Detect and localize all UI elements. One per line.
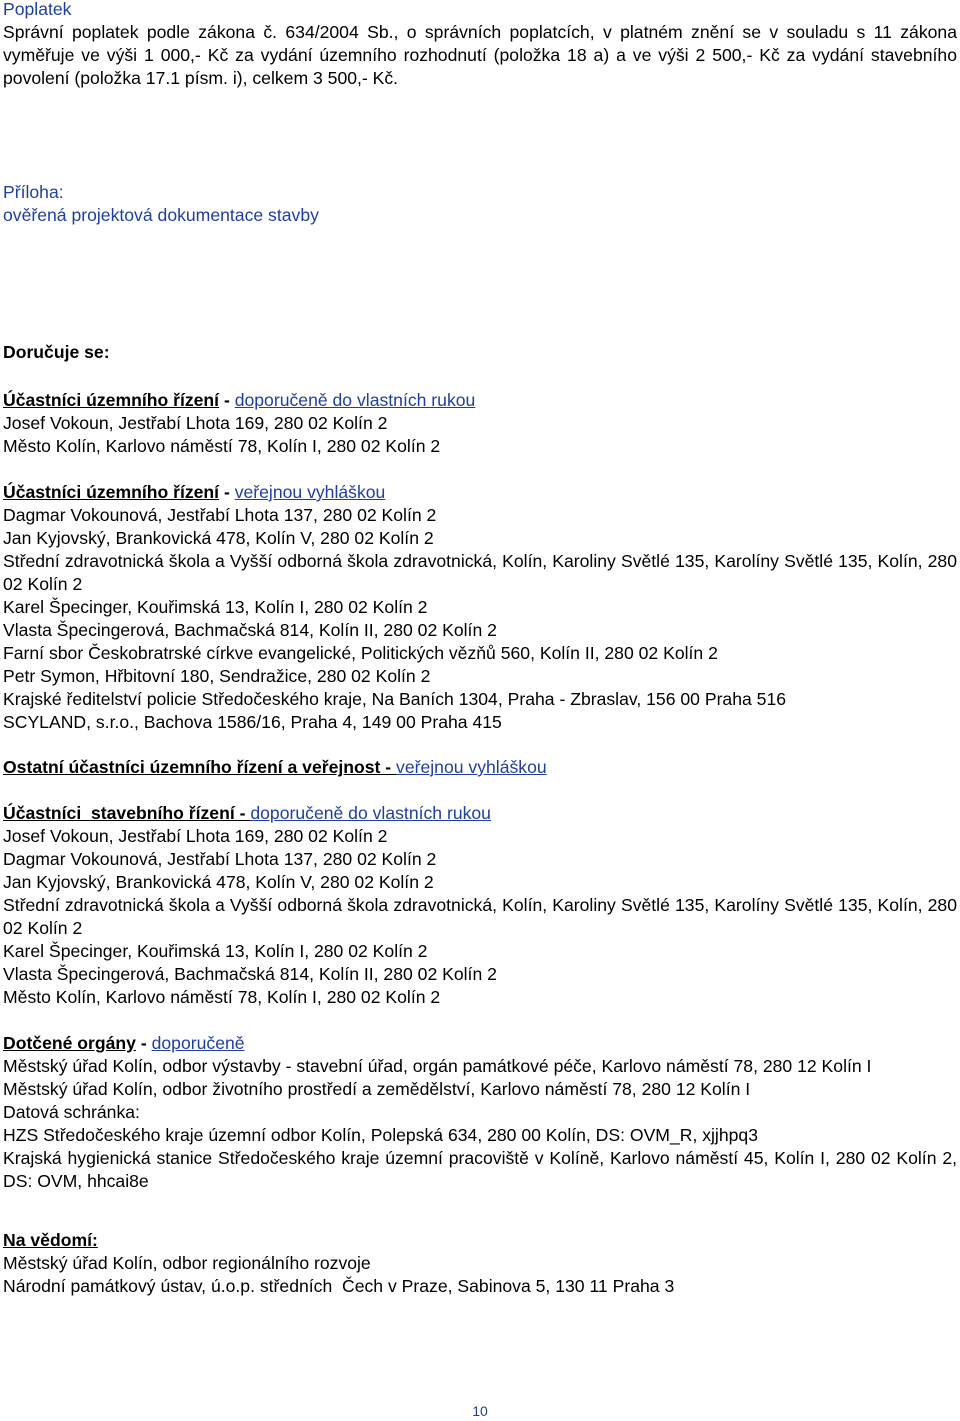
poplatek-heading: Poplatek: [3, 0, 72, 19]
list-item: Městský úřad Kolín, odbor výstavby - stavební úřad, orgán památkové péče, Karlovo náměstí 78, 280 12 Kolín I: [3, 1056, 872, 1076]
section5-list: [3, 1055, 957, 1193]
list-item: Krajské ředitelství policie Středočeského kraje, Na Baních 1304, Praha - Zbraslav, 156 00 Praha 516: [3, 689, 787, 709]
list-item: Vlasta Špecingerová, Bachmačská 814, Kolín II, 280 02 Kolín 2: [3, 964, 497, 984]
list-item: Jan Kyjovský, Brankovická 478, Kolín V, 280 02 Kolín 2: [3, 528, 434, 548]
section3-title-bold: Ostatní účastníci územního řízení a veřejnost: [3, 757, 381, 777]
list-item: Karel Špecinger, Kouřimská 13, Kolín I, 280 02 Kolín 2: [3, 941, 428, 961]
list-item: Městský úřad Kolín, odbor životního prostředí a zemědělství, Karlovo náměstí 78, 280 12 Kolín I: [3, 1079, 751, 1099]
list-item: Město Kolín, Karlovo náměstí 78, Kolín I, 280 02 Kolín 2: [3, 987, 441, 1007]
section4-title: [3, 802, 491, 825]
section6-title-bold: Na vědomí:: [3, 1230, 98, 1250]
section5-title: [3, 1032, 245, 1055]
section1-title-method: doporučeně do vlastních rukou: [234, 390, 476, 410]
list-item: Petr Symon, Hřbitovní 180, Sendražice, 280 02 Kolín 2: [3, 666, 431, 686]
page-number: 10: [472, 1403, 488, 1419]
section5-title-bold: Dotčené orgány: [3, 1033, 136, 1053]
section4-title-method: doporučeně do vlastních rukou: [250, 803, 491, 823]
section3-title-method: veřejnou vyhláškou: [396, 757, 547, 777]
section6-list: [3, 1252, 957, 1298]
list-item: Jan Kyjovský, Brankovická 478, Kolín V, 280 02 Kolín 2: [3, 872, 434, 892]
priloha-item: ověřená projektová dokumentace stavby: [3, 205, 319, 225]
dorucuje-heading: Doručuje se:: [3, 342, 110, 362]
list-item: Město Kolín, Karlovo náměstí 78, Kolín I, 280 02 Kolín 2: [3, 436, 441, 456]
poplatek-text: Správní poplatek podle zákona č. 634/2004 Sb., o správních poplatcích, v platném znění se v souladu s 11 zákona vyměřuje ve výši 1 000,- Kč za vydání územního rozhodnutí (položka 18 a) a ve výši 2 500,- Kč za vydání stavebního povolení (položka 17.1 písm. i), celkem 3 500,- Kč.: [3, 22, 957, 88]
section4-title-dash: -: [234, 803, 251, 823]
list-item: Karel Špecinger, Kouřimská 13, Kolín I, 280 02 Kolín 2: [3, 597, 428, 617]
list-item: HZS Středočeského kraje územní odbor Kolín, Polepská 634, 280 00 Kolín, DS: OVM_R, xjjhpq3: [3, 1125, 758, 1145]
section2-title-method: veřejnou vyhláškou: [234, 482, 386, 502]
list-item: Střední zdravotnická škola a Vyšší odborná škola zdravotnická, Kolín, Karoliny Světlé 135, Karolíny Světlé 135, Kolín, 280 02 Kolín 2: [3, 895, 957, 938]
priloha-heading: Příloha:: [3, 182, 64, 202]
list-item: Josef Vokoun, Jestřabí Lhota 169, 280 02 Kolín 2: [3, 826, 388, 846]
section5-title-dash: -: [135, 1033, 152, 1053]
section1-title-dash: -: [219, 390, 235, 410]
list-item: Vlasta Špecingerová, Bachmačská 814, Kolín II, 280 02 Kolín 2: [3, 620, 497, 640]
section1-title: [3, 389, 475, 412]
section1-title-bold: Účastníci územního řízení: [3, 390, 220, 410]
list-item: Dagmar Vokounová, Jestřabí Lhota 137, 280 02 Kolín 2: [3, 505, 437, 525]
list-item: Datová schránka:: [3, 1102, 140, 1122]
list-item: Dagmar Vokounová, Jestřabí Lhota 137, 280 02 Kolín 2: [3, 849, 437, 869]
section2-title-dash: -: [219, 482, 235, 502]
section5-title-method: doporučeně: [151, 1033, 245, 1053]
list-item: Národní památkový ústav, ú.o.p. středních Čech v Praze, Sabinova 5, 130 11 Praha 3: [3, 1276, 675, 1296]
list-item: SCYLAND, s.r.o., Bachova 1586/16, Praha 4, 149 00 Praha 415: [3, 712, 502, 732]
section3-title-dash: -: [380, 757, 397, 777]
list-item: Josef Vokoun, Jestřabí Lhota 169, 280 02 Kolín 2: [3, 413, 388, 433]
list-item: Farní sbor Českobratrské církve evangelické, Politických vězňů 560, Kolín II, 280 02 Kolín 2: [3, 643, 718, 663]
section3-title: [3, 756, 547, 779]
list-item: Městský úřad Kolín, odbor regionálního rozvoje: [3, 1253, 371, 1273]
section2-title: [3, 481, 385, 504]
section1-list: [3, 412, 957, 458]
section6-title: [3, 1229, 98, 1252]
section4-list: [3, 825, 957, 1009]
section2-title-bold: Účastníci územního řízení: [3, 482, 220, 502]
list-item: Střední zdravotnická škola a Vyšší odborná škola zdravotnická, Kolín, Karoliny Světlé 135, Karolíny Světlé 135, Kolín, 280 02 Kolín 2: [3, 551, 957, 594]
section4-title-bold: Účastníci stavebního řízení: [3, 803, 235, 823]
list-item: Krajská hygienická stanice Středočeského kraje územní pracoviště v Kolíně, Karlovo náměstí 45, Kolín I, 280 02 Kolín 2, DS: OVM, hhcai8e: [3, 1148, 957, 1191]
section2-list: [3, 504, 957, 734]
